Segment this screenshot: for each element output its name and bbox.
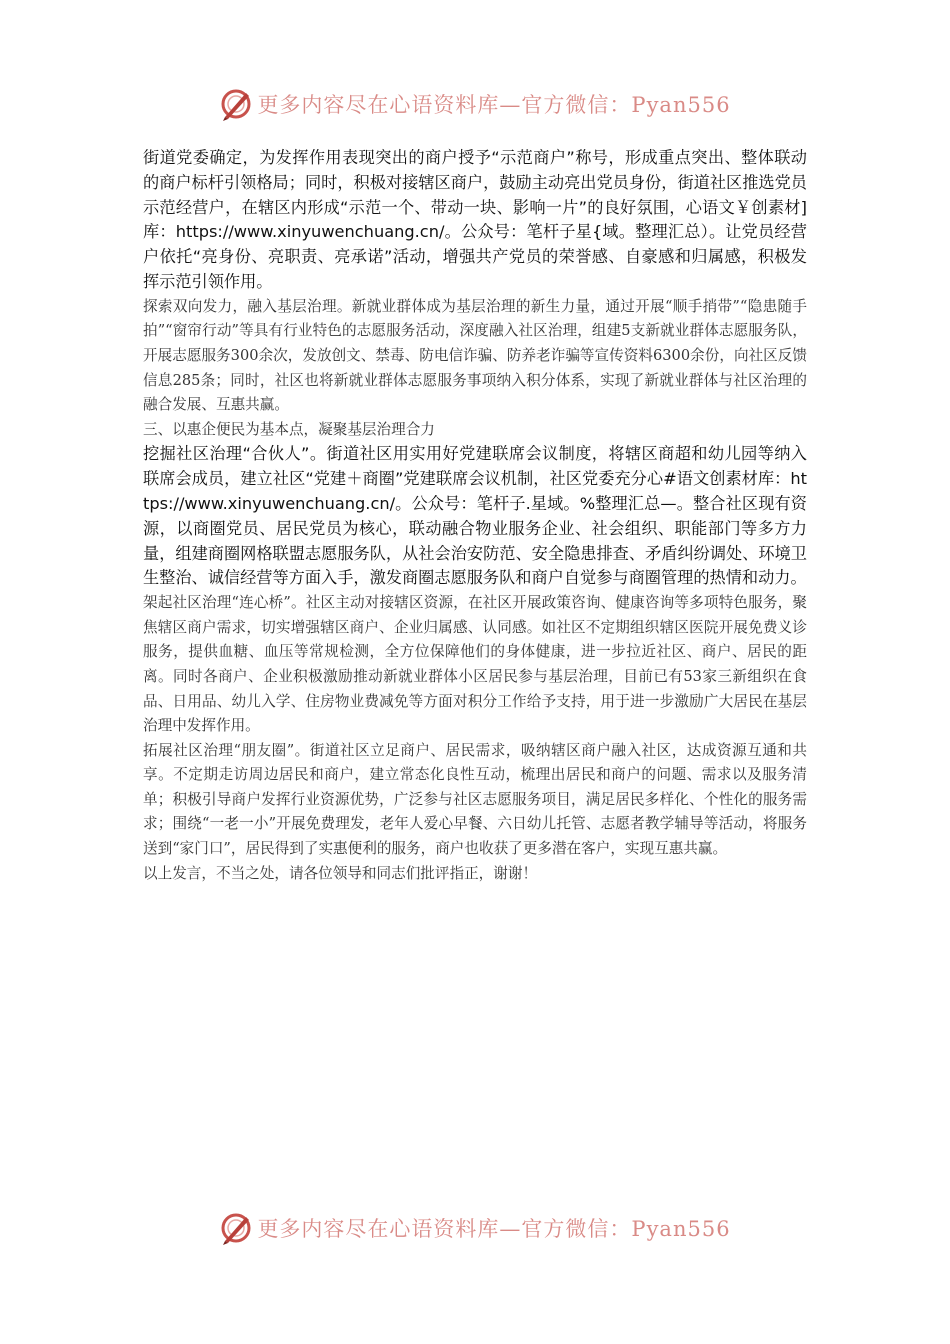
paragraph-community-partner: 挖掘社区治理“合伙人”。街道社区用实用好党建联席会议制度，将辖区商超和幼儿园等纳入联席会成员，建立社区“党建＋商圈”党建联席会议机制，社区党委充分心#语文创素材库：https://www.xinyuwenchuang.cn/。公众号：笔杆子.星域。%整理汇总—。整合社区现有资源，以商圈党员、居民党员为核心，联动融合物业服务企业、社会组织、职能部门等多方力量，组建商圈网格联盟志愿服务队，从社会治安防范、安全隐患排查、矛盾纠纷调处、环境卫生整治、诚信经营等方面入手，激发商圈志愿服务队和商户自觉参与商圈管理的热情和动力。 [143, 444, 807, 588]
paragraph-demonstration-merchants: 街道党委确定，为发挥作用表现突出的商户授予“示范商户”称号，形成重点突出、整体联动的商户标杆引领格局；同时，积极对接辖区商户，鼓励主动亮出党员身份，街道社区推选党员示范经营户，在辖区内形成“示范一个、带动一块、影响一片”的良好氛围，心语文￥创素材]库：https://www.xinyuwenchuang.cn/。公众号：笔杆子星{域。整理汇总）。让党员经营户依托“亮身份、亮职责、亮承诺”活动，增强共产党员的荣誉感、自豪感和归属感，积极发挥示范引领作用。 [143, 148, 807, 291]
header-banner-text: 更多内容尽在心语资料库—官方微信：Pyan556 [257, 93, 731, 117]
section-heading-three: 三、以惠企便民为基本点，凝聚基层治理合力 [143, 420, 435, 438]
pen-logo-icon [219, 87, 253, 121]
paragraph-two-way-effort: 探索双向发力，融入基层治理。新就业群体成为基层治理的新生力量，通过开展“顺手捎带”“隐患随手拍”“窗帘行动”等具有行业特色的志愿服务活动，深度融入社区治理，组建5支新就业群体志愿服务队，开展志愿服务300余次，发放创文、禁毒、防电信诈骗、防养老诈骗等宣传资料6300余份，向社区反馈信息285条；同时，社区也将新就业群体志愿服务事项纳入积分体系，实现了新就业群体与社区治理的融合发展、互惠共赢。 [143, 297, 807, 414]
pen-logo-icon [219, 1211, 253, 1245]
header-banner [0, 84, 950, 124]
document-body [143, 146, 807, 886]
paragraph-friend-circle: 拓展社区治理“朋友圈”。街道社区立足商户、居民需求，吸纳辖区商户融入社区，达成资源互通和共享。不定期走访周边居民和商户，建立常态化良性互动，梳理出居民和商户的问题、需求以及服务清单；积极引导商户发挥行业资源优势，广泛参与社区志愿服务项目，满足居民多样化、个性化的服务需求；围绕“一老一小”开展免费理发，老年人爱心早餐、六日幼儿托管、志愿者教学辅导等活动，将服务送到“家门口”，居民得到了实惠便利的服务，商户也收获了更多潜在客户，实现互惠共赢。 [143, 741, 807, 858]
paragraph-heart-bridge: 架起社区治理“连心桥”。社区主动对接辖区资源，在社区开展政策咨询、健康咨询等多项特色服务，聚焦辖区商户需求，切实增强辖区商户、企业归属感、认同感。如社区不定期组织辖区医院开展免费义诊服务，提供血糖、血压等常规检测，全方位保障他们的身体健康，进一步拉近社区、商户、居民的距离。同时各商户、企业积极激励推动新就业群体小区居民参与基层治理，目前已有53家三新组织在食品、日用品、幼儿入学、住房物业费减免等方面对积分工作给予支持，用于进一步激励广大居民在基层治理中发挥作用。 [143, 594, 807, 735]
footer-banner [0, 1208, 950, 1248]
paragraph-closing-remarks: 以上发言，不当之处，请各位领导和同志们批评指正，谢谢！ [143, 864, 538, 882]
footer-banner-text: 更多内容尽在心语资料库—官方微信：Pyan556 [257, 1217, 731, 1241]
